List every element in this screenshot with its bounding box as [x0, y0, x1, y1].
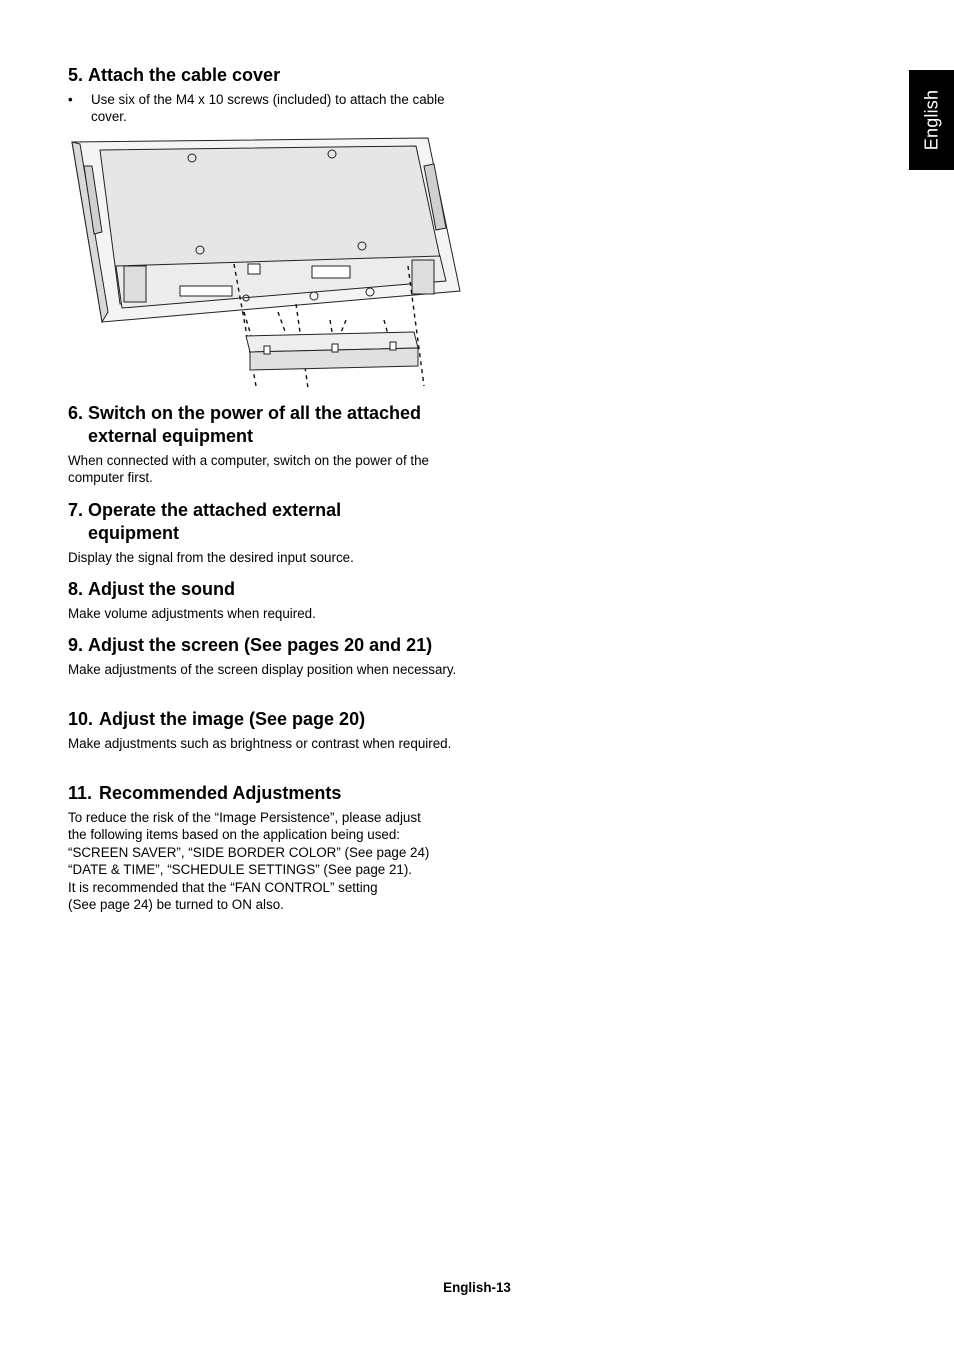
- section-body: Display the signal from the desired input source.: [68, 550, 354, 565]
- section-body: Make volume adjustments when required.: [68, 606, 316, 621]
- cable-cover-illustration: [68, 136, 464, 391]
- section-title: Switch on the power of all the attached external equipment: [88, 403, 422, 446]
- cover-tab-icon: [332, 344, 338, 352]
- section-heading: [68, 634, 488, 657]
- section-number: 5.: [68, 65, 84, 85]
- input-port-icon: [312, 266, 350, 278]
- section-attach-cable-cover: [68, 64, 463, 126]
- left-bracket-icon: [124, 266, 146, 302]
- list-item-text: Use six of the M4 x 10 screws (included) to attach the cable cover.: [91, 92, 445, 125]
- section-body: [68, 809, 463, 913]
- section-heading: [68, 782, 463, 805]
- section-body: Make adjustments of the screen display position when necessary.: [68, 662, 457, 677]
- section-heading: [68, 402, 463, 448]
- language-tab-label: English: [921, 89, 941, 151]
- section-number: 7.: [68, 500, 84, 520]
- section-body: When connected with a computer, switch on the power of the computer first.: [68, 453, 430, 486]
- bullet-list: [68, 91, 463, 126]
- page-footer: English-13: [443, 1280, 511, 1295]
- bullet-icon: •: [68, 92, 73, 107]
- cover-tab-icon: [390, 342, 396, 350]
- body-line: “SCREEN SAVER”, “SIDE BORDER COLOR” (See page 24): [68, 844, 430, 860]
- section-recommended-adjustments: [68, 782, 463, 913]
- section-heading: [68, 578, 463, 601]
- body-line: the following items based on the application being used:: [68, 827, 401, 843]
- list-item: [68, 91, 463, 126]
- body-line: (See page 24) be turned to ON also.: [68, 897, 284, 913]
- section-title: Operate the attached external equipment: [88, 500, 342, 543]
- section-adjust-sound: [68, 578, 463, 622]
- language-tab: [909, 70, 954, 170]
- right-bracket-icon: [412, 260, 434, 294]
- cable-cover: [246, 332, 418, 370]
- terminal-strip-icon: [180, 286, 232, 296]
- section-adjust-screen: [68, 634, 463, 678]
- section-title: Adjust the screen (See pages 20 and 21): [88, 635, 433, 655]
- section-number: 6.: [68, 403, 84, 423]
- section-number: 11.: [68, 783, 93, 803]
- body-line: It is recommended that the “FAN CONTROL” setting: [68, 879, 378, 895]
- section-title: Adjust the image (See page 20): [99, 709, 366, 729]
- power-port-icon: [248, 264, 260, 274]
- section-heading: [68, 708, 463, 731]
- section-switch-on-power: [68, 402, 463, 487]
- monitor-rear-diagram: [68, 136, 464, 391]
- section-adjust-image: [68, 708, 463, 752]
- section-heading: [68, 64, 463, 87]
- section-number: 10.: [68, 709, 94, 729]
- body-line: To reduce the risk of the “Image Persistence”, please adjust: [68, 810, 421, 825]
- section-title: Adjust the sound: [88, 579, 235, 599]
- body-line: “DATE & TIME”, “SCHEDULE SETTINGS” (See page 21).: [68, 862, 413, 878]
- section-number: 8.: [68, 579, 84, 599]
- section-body: Make adjustments such as brightness or contrast when required.: [68, 736, 452, 751]
- section-title: Recommended Adjustments: [99, 783, 342, 803]
- section-operate-equipment: [68, 499, 463, 566]
- section-title: Attach the cable cover: [88, 65, 281, 85]
- section-heading: [68, 499, 388, 545]
- cover-tab-icon: [264, 346, 270, 354]
- section-number: 9.: [68, 635, 84, 655]
